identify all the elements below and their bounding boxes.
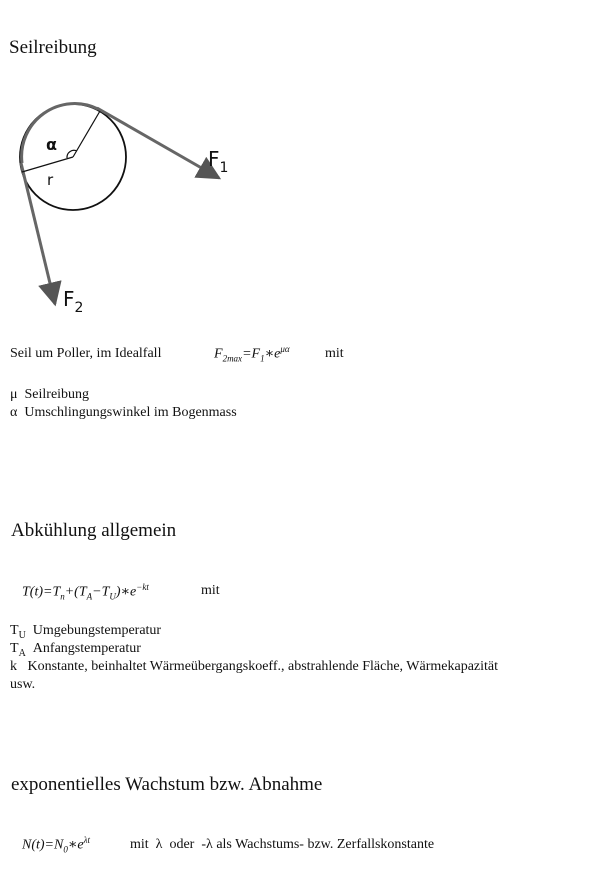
radius-line-upper <box>73 111 100 157</box>
rope-description: Seil um Poller, im Idealfall <box>10 346 162 361</box>
growth-formula: $N(t)=N_0∗e^{\lambda t}$ <box>22 835 90 855</box>
rope-friction-diagram <box>0 90 260 330</box>
section-title-abkuehlung: Abkühlung allgemein <box>11 520 177 541</box>
section-title-seilreibung: Seilreibung <box>9 37 97 58</box>
def-mu: μ Seilreibung <box>10 387 90 402</box>
def-k-continued: usw. <box>10 677 36 692</box>
rope-mit: mit <box>325 346 344 361</box>
cooling-mit: mit <box>201 583 220 598</box>
f1-label: $F_1$ <box>208 147 229 176</box>
radius-line-left <box>22 157 73 172</box>
def-tu: $T_U$ Umgebungstemperatur <box>10 623 162 641</box>
r-label: r <box>47 171 54 189</box>
section-title-wachstum: exponentielles Wachstum bzw. Abnahme <box>11 774 323 795</box>
rope-formula: $F_{2max}=F_1∗e^{\mu\alpha}$ <box>214 344 290 364</box>
rope-f1-segment <box>97 108 219 178</box>
f2-label: $F_2$ <box>63 287 84 316</box>
growth-description: mit λ oder -λ als Wachstums- bzw. Zerfallskonstante <box>130 837 435 852</box>
alpha-label: α <box>46 135 57 154</box>
cooling-formula: $T(t)=T_n+(T_A-T_U)∗e^{-kt}$ <box>22 582 149 602</box>
def-k: k Konstante, beinhaltet Wärmeübergangskoeff., abstrahlende Fläche, Wärmekapazität <box>10 659 499 674</box>
def-alpha: α Umschlingungswinkel im Bogenmass <box>10 405 237 420</box>
def-ta: $T_A$ Anfangstemperatur <box>10 641 141 659</box>
